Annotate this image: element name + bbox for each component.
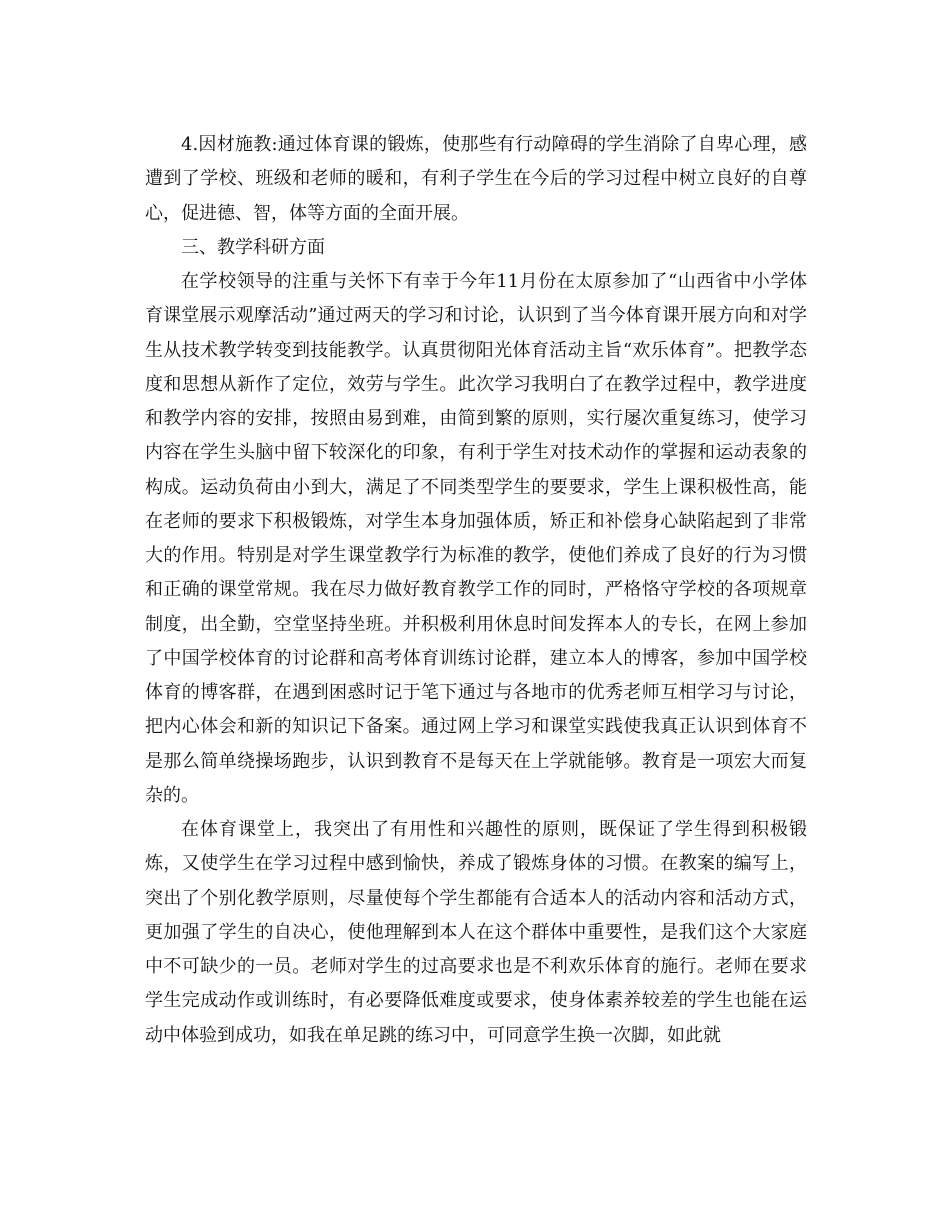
paragraph-research: 在学校领导的注重与关怀下有幸于今年11月份在太原参加了“山西省中小学体育课堂展示观摩活动”通过两天的学习和讨论，认识到了当今体育课开展方向和对学生从技术教学转变到技能教学。认真贯彻阳光体育活动主旨“欢乐体育”。把教学态度和思想从新作了定位，效劳与学生。此次学习我明白了在教学过程中，教学进度和教学内容的安排，按照由易到难，由简到繁的原则，实行屡次重复练习，使学习内容在学生头脑中留下较深化的印象，有利于学生对技术动作的掌握和运动表象的构成。运动负荷由小到大，满足了不同类型学生的要要求，学生上课积极性高，能在老师的要求下积极锻炼，对学生本身加强体质，矫正和补偿身心缺陷起到了非常大的作用。特别是对学生课堂教学行为标准的教学，使他们养成了良好的行为习惯和正确的课堂常规。我在尽力做好教育教学工作的同时，严格恪守学校的各项规章制度，出全勤，空堂坚持坐班。并积极利用休息时间发挥本人的专长，在网上参加了中国学校体育的讨论群和高考体育训练讨论群，建立本人的博客，参加中国学校体育的博客群，在遇到困惑时记于笔下通过与各地市的优秀老师互相学习与讨论，把内心体会和新的知识记下备案。通过网上学习和课堂实践使我真正认识到体育不是那么简单绕操场跑步，认识到教育不是每天在上学就能够。教育是一项宏大而复杂的。 (145, 271, 807, 806)
section-heading-research: 三、教学科研方面 (181, 236, 325, 258)
paragraph-classroom: 在体育课堂上，我突出了有用性和兴趣性的原则，既保证了学生得到积极锻炼，又使学生在学习过程中感到愉快，养成了锻炼身体的习惯。在教案的编写上，突出了个别化教学原则，尽量使每个学生都能有合适本人的活动内容和活动方式，更加强了学生的自决心，使他理解到本人在这个群体中重要性，是我们这个大家庭中不可缺少的一员。老师对学生的过高要求也是不利欢乐体育的施行。老师在要求学生完成动作或训练时，有必要降低难度或要求，使身体素养较差的学生也能在运动中体验到成功，如我在单足跳的练习中，可同意学生换一次脚，如此就 (145, 819, 807, 1046)
paragraph-teaching-by-aptitude: 4.因材施教:通过体育课的锻炼，使那些有行动障碍的学生消除了自卑心理，感遭到了学校、班级和老师的暖和，有利子学生在今后的学习过程中树立良好的自尊心，促进德、智，体等方面的全面开展。 (145, 134, 807, 224)
document-body (145, 128, 807, 1053)
